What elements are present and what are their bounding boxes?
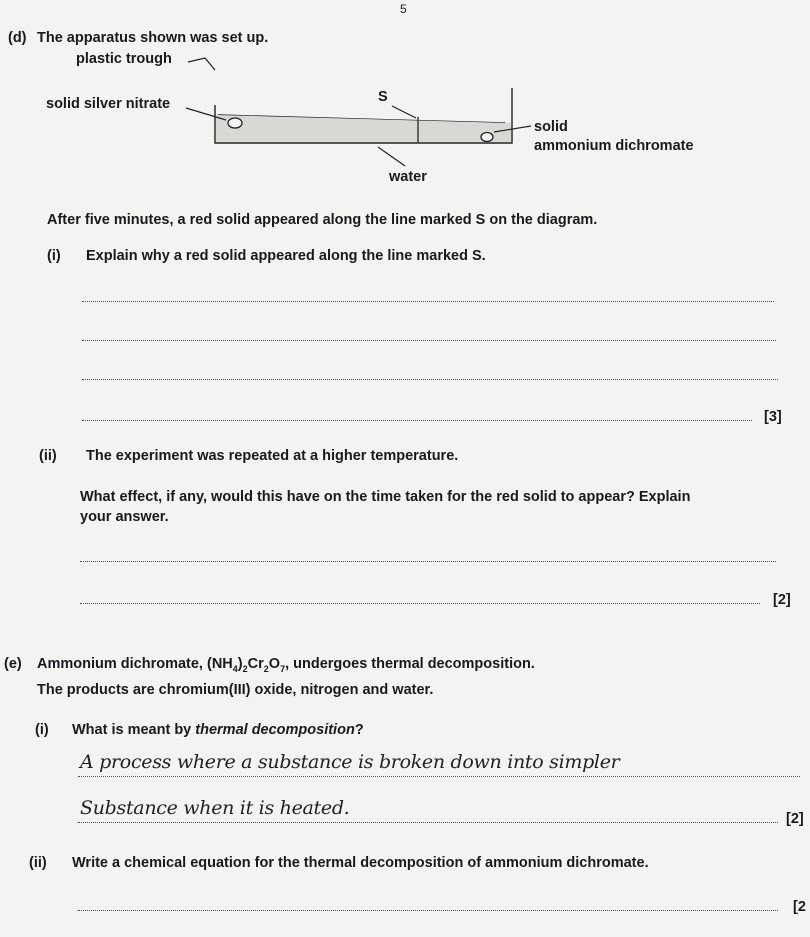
after-five-minutes-text: After five minutes, a red solid appeared along the line marked S on the diagram. (47, 212, 598, 228)
e-i-label: (i) (35, 722, 49, 738)
e-i-handwritten-answer-1: A process where a substance is broken down into simpler (80, 751, 620, 773)
s-leader (392, 106, 416, 118)
water-label: water (389, 169, 427, 185)
d-ii-label: (ii) (39, 448, 57, 464)
d-i-answer-line-2[interactable] (82, 340, 776, 341)
ammonium-dichromate-solid (481, 133, 493, 142)
trough-leader (188, 58, 215, 70)
d-i-answer-line-3[interactable] (82, 379, 778, 380)
e-ii-marks: [2 (793, 899, 806, 915)
e-i-question: What is meant by thermal decomposition? (72, 722, 364, 738)
e-i-handwritten-answer-2: Substance when it is heated. (80, 797, 350, 819)
s-label: S (378, 89, 388, 105)
water-region (216, 115, 511, 142)
e-ii-question: Write a chemical equation for the thermal decomposition of ammonium dichromate. (72, 855, 649, 871)
water-leader (378, 147, 405, 166)
e-ii-label: (ii) (29, 855, 47, 871)
e-i-answer-line-2[interactable] (78, 822, 778, 823)
d-i-marks: [3] (764, 409, 782, 425)
d-ii-answer-line-2[interactable] (80, 603, 760, 604)
part-d-label: (d) (8, 30, 27, 46)
apparatus-diagram (0, 0, 810, 200)
part-e-formula-line: Ammonium dichromate, $(NH_4)_2Cr_2O_7$, undergoes thermal decomposition. (37, 656, 535, 674)
silver-nitrate-label: solid silver nitrate (46, 96, 171, 112)
e-i-marks: [2] (786, 811, 804, 827)
d-ii-answer-line-1[interactable] (80, 561, 776, 562)
d-i-label: (i) (47, 248, 61, 264)
d-ii-question-2: What effect, if any, would this have on the time taken for the red solid to appear? Explain (80, 489, 691, 505)
part-e-label: (e) (4, 656, 22, 672)
solid-label: solid (534, 119, 568, 135)
silver-nitrate-solid (228, 118, 242, 128)
d-i-answer-line-1[interactable] (82, 301, 774, 302)
d-ii-question: The experiment was repeated at a higher temperature. (86, 448, 459, 464)
e-i-answer-line-1[interactable] (78, 776, 800, 777)
d-ii-marks: [2] (773, 592, 791, 608)
part-e-products: The products are chromium(III) oxide, nitrogen and water. (37, 682, 434, 698)
silver-nitrate-leader (186, 108, 226, 120)
d-ii-question-3: your answer. (80, 509, 169, 525)
part-d-intro: The apparatus shown was set up. (37, 30, 269, 46)
d-i-question: Explain why a red solid appeared along the line marked S. (86, 248, 486, 264)
plastic-trough-label: plastic trough (76, 51, 172, 67)
e-ii-answer-line[interactable] (78, 910, 778, 911)
page-number: 5 (400, 2, 407, 16)
d-i-answer-line-4[interactable] (82, 420, 752, 421)
ammonium-dichromate-label: ammonium dichromate (534, 138, 694, 154)
